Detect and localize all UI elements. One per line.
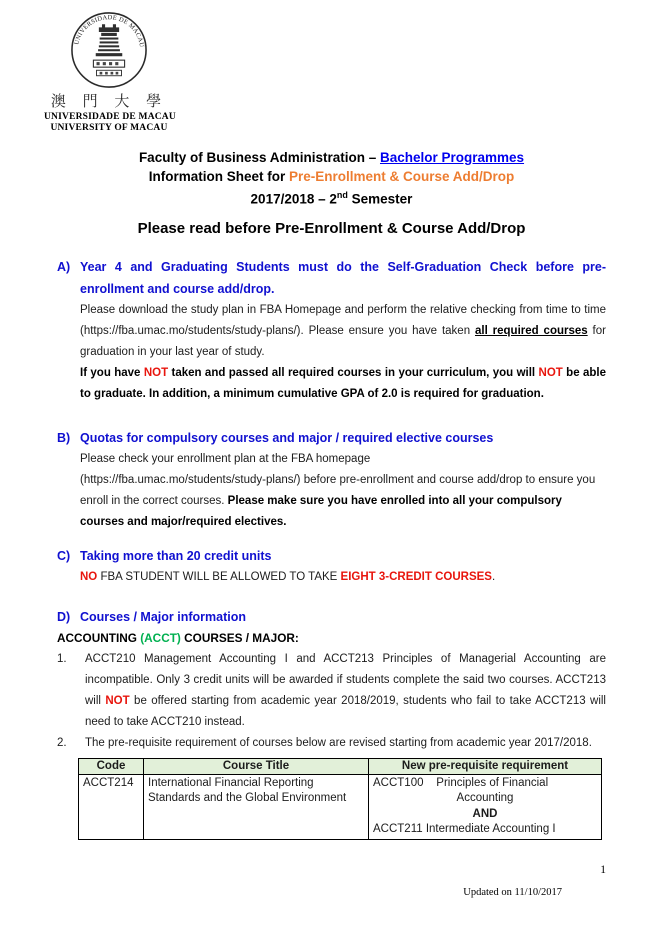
prereq-and-label: AND [472,807,498,820]
section-a-p2-not-2: NOT [538,366,563,379]
section-c-heading: Taking more than 20 credit units [80,548,272,563]
section-b-p-text-2: (https://fba.umac.mo/students/study-plans/) before pre-enrollment and course add/drop to ensure you enroll in the correct courses. [80,473,596,507]
section-a-heading: Year 4 and Graduating Students must do the Self-Graduation Check before pre-enrollment and course add/drop. [80,259,606,296]
title-line-2 [57,167,606,186]
updated-date: Updated on 11/10/2017 [463,887,562,898]
semester-suffix-text: Semester [347,191,413,207]
title-line-2-text: Information Sheet for [148,169,289,184]
university-name-chinese: 澳 門 大 學 [50,92,168,110]
section-b-paragraph [80,449,606,533]
university-name-portuguese: UNIVERSIDADE DE MACAU [44,112,176,122]
section-a [57,256,606,405]
title-line-1-text: Faculty of Business Administration – [138,150,380,165]
section-b [57,428,606,533]
section-a-p2-text-3: be able to graduate. In addition, a minimum cumulative GPA of 2.0 is required for graduation. [80,366,606,400]
section-a-p1-text-2: for graduation in your last year of study. [80,324,606,358]
table-row [79,774,602,839]
item-1-text-2: be offered starting from academic year 2018/2019, students who fail to take ACCT213 will need to take ACCT210 instead. [85,694,606,728]
course-title-cell: International Financial Reporting Standards and the Global Environment [144,774,369,839]
section-c-paragraph [80,567,606,588]
prereq-line-1: ACCT100 Principles of Financial [373,776,549,789]
item-1-not: NOT [105,694,130,707]
section-d-label: D) [57,609,71,624]
prereq-line-2: Accounting [456,792,514,804]
list-item-2-number: 2. [57,736,67,749]
section-a-paragraph-2 [80,363,606,405]
list-item-2 [57,733,606,754]
seal-arc-text: UNIVERSIDADE DE MACAU [73,14,146,48]
document-body [57,148,606,840]
section-a-p2-not-1: NOT [143,366,169,379]
list-item-1-number: 1. [57,652,67,665]
university-seal-icon [70,11,148,89]
section-a-paragraph-1 [80,300,606,363]
column-header-course-title: Course Title [144,758,369,774]
section-d [57,607,606,628]
page-number: 1 [600,864,606,876]
column-header-new-prerequisite: New pre-requisite requirement [369,758,602,774]
title-line-2-highlight: Pre-Enrollment & Course Add/Drop [288,169,515,184]
section-c-period: . [491,570,496,583]
item-1-text-1: ACCT210 Management Accounting I and ACCT213 Principles of Managerial Accounting are incompatible. Only 3 credit units will be awarded if students complete the said two courses. ACCT213 will [85,652,606,707]
section-c-eight-courses: EIGHT 3-CREDIT COURSES [340,570,492,583]
semester-ordinal-sup: nd [336,190,348,200]
section-b-heading: Quotas for compulsory courses and major / required elective courses [80,430,494,445]
acct-code: (ACCT) [140,630,181,645]
document-title-block [57,148,606,239]
section-a-label: A) [57,259,71,274]
section-d-heading: Courses / Major information [80,609,246,624]
title-line-1 [57,148,606,167]
list-item-1-text [85,649,606,733]
accounting-subheading [57,628,606,649]
semester-year-text: 2017/2018 – 2 [250,191,337,207]
section-b-label: B) [57,430,71,445]
title-line-3 [57,186,606,209]
accounting-text-2: COURSES / MAJOR: [180,630,299,645]
section-c-no: NO [80,570,98,583]
university-name-english: UNIVERSITY OF MACAU [50,123,168,133]
list-item-2-text: The pre-requisite requirement of courses below are revised starting from academic year 2017/2018. [85,736,592,749]
section-c [57,546,606,588]
section-a-p2-text-2: taken and passed all required courses in your curriculum, you will [168,366,539,379]
section-c-text: FBA STUDENT WILL BE ALLOWED TO TAKE [97,570,341,583]
column-header-code: Code [79,758,144,774]
section-c-label: C) [57,548,71,563]
prerequisite-cell [369,774,602,839]
section-a-p1-emphasis: all required courses [474,324,588,337]
bachelor-programmes-link[interactable]: Bachelor Programmes [379,150,525,165]
section-a-p1-text-1: Please download the study plan in FBA Homepage and perform the relative checking from time to time (https://fba.umac.mo/students/study-plans/). Please ensure you have taken [80,303,606,337]
table-header-row [79,758,602,774]
revised-prerequisite-table [78,758,602,840]
list-item-1 [57,649,606,733]
course-code-cell: ACCT214 [79,774,144,839]
accounting-text-1: ACCOUNTING [57,630,141,645]
university-logo [44,11,174,133]
read-before-notice: Please read before Pre-Enrollment & Course Add/Drop [137,219,526,237]
section-b-p-line-1: Please check your enrollment plan at the FBA homepage [80,452,371,465]
prereq-line-4: ACCT211 Intermediate Accounting I [373,823,556,835]
section-b-p-bold: Please make sure you have enrolled into all your compulsory courses and major/required electives. [80,494,562,528]
section-a-p2-text-1: If you have [80,366,144,379]
